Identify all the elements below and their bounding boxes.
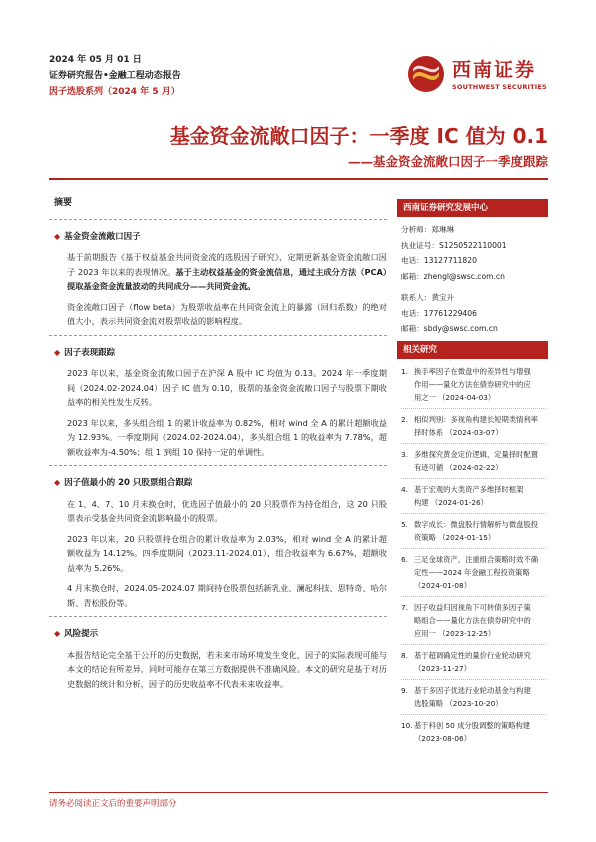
paragraph-text: 基于前期报告《基于权益基金共同资金流的选股因子研究》，定期更新基金资金流敞口因子 2023 年以来的表现情况。 (67, 252, 387, 277)
abstract-sections (49, 230, 387, 692)
related-item-line: 基于超调确定性的量价行业轮动研究 (414, 650, 531, 660)
related-research-list (397, 359, 548, 747)
related-item-line: 三足金球资产，注重组合策略时效不确 (414, 554, 539, 564)
related-item[interactable] (397, 448, 548, 476)
paragraph-text: 本报告结论完全基于公开的历史数据，若未来市场环境发生变化，因子的实际表现可能与本文的结论有所差异，同时可能存在第三方数据提供不准确风险。本文的研究是基于对历史数据的统计和分析，因子的历史收益率不代表未来收益率。 (67, 649, 387, 689)
related-item-text (414, 601, 531, 640)
related-separator (401, 596, 546, 597)
related-separator (401, 408, 546, 409)
related-item-text (414, 448, 538, 474)
paragraph (67, 300, 387, 329)
section-heading-text: 风险提示 (64, 629, 99, 639)
logo-text-en: SOUTHWEST SECURITIES (452, 83, 547, 91)
page-subtitle: ——基金资金流敞口因子一季度跟踪 (347, 154, 548, 169)
related-separator (401, 644, 546, 645)
related-item-line: 略组合——量化方法在债券研究中的 (414, 615, 531, 625)
related-item-line: （2023-11-27） (414, 663, 471, 673)
related-item-text (414, 684, 531, 710)
section-divider (49, 465, 387, 466)
related-item-line: 多维探究黄金定价逻辑，定量择时配置 (414, 449, 539, 459)
related-item-line: 数字成长：微盘股行情解析与微盘股投 (414, 519, 539, 529)
related-item-line: 构建 （2024-01-26） (414, 497, 488, 507)
sidebar (397, 199, 548, 747)
paragraph (67, 366, 387, 410)
related-item[interactable] (397, 518, 548, 546)
related-item-text (414, 483, 523, 509)
paragraph (67, 581, 387, 610)
analyst-name: 分析师：郑琳琳 (401, 225, 455, 234)
section-heading (54, 627, 387, 642)
related-item-number: 2. (401, 414, 408, 424)
related-item-number: 6. (401, 554, 408, 564)
related-item-line: 有迹可循 （2024-02-22） (414, 462, 503, 472)
related-item-line: 基于科创 50 成分股调整的策略构建 (414, 720, 531, 730)
related-item-line: 换手率因子在微盘中的差异性与增强 (414, 366, 531, 376)
section-heading (54, 230, 387, 245)
paragraph-text: 在 1、4、7、10 月末换仓时，优选因子值最小的 20 只股票作为持仓组合，这 20 只股票表示受基金共同资金流影响最小的股票。 (67, 498, 387, 523)
section-divider (49, 616, 387, 617)
logo-text-cn: 西南证券 (452, 59, 537, 81)
paragraph-text: 资金流敞口因子（flow beta）为股票收益率在共同资金流上的暴露（回归系数）的绝对值大小，表示共同资金流对股票收益的影响程度。 (67, 301, 387, 326)
section-heading (54, 346, 387, 361)
logo-mark-icon (406, 54, 446, 94)
related-item-number: 10. (401, 720, 413, 730)
paragraph-text: 2023 年以来，20 只股票持仓组合的累计收益率为 2.03%，相对 wind 全 A 的累计超额收益为 14.12%。四季度期间（2023.11-2024.01），组合收益率为 6.67%，超额收益率为 5.26%。 (67, 533, 387, 573)
related-item-line: 择时体系 （2024-03-07） (414, 427, 503, 437)
report-series: 因子选股系列（2024 年 5 月） (49, 87, 180, 97)
related-item-line: 作用——量化方法在债券研究中的应 (414, 379, 531, 389)
paragraph-text: 4 月末换仓时，2024.05-2024.07 期间持仓股票包括新乳业、澜起科技、思特奇、哈尔斯、青松股份等。 (67, 583, 387, 608)
related-item-line: 资策略 （2024-01-15） (414, 532, 496, 542)
related-item-line: 用之一 （2024-04-03） (414, 392, 496, 402)
paragraph (67, 648, 387, 692)
related-item[interactable] (397, 483, 548, 511)
related-item[interactable] (397, 365, 548, 406)
report-date: 2024 年 05 月 01 日 (49, 55, 142, 65)
company-logo (406, 52, 556, 98)
related-separator (401, 714, 546, 715)
related-item-text (414, 719, 530, 745)
related-item-line: 基于宏观的大类资产多维择时框架 (414, 484, 524, 494)
section-heading-text: 基金资金流敞口因子 (64, 231, 141, 242)
related-item-number: 8. (401, 650, 408, 660)
bullet-diamond-icon: ◆ (54, 629, 61, 638)
section-heading-text: 因子值最小的 20 只股票组合跟踪 (64, 478, 193, 488)
bold-text: 基于主动权益基金的资金流信息，通过主成分方法（PCA）提取基金资金流量波动的共同成分——共同资金流。 (67, 266, 388, 291)
bullet-diamond-icon: ◆ (54, 347, 61, 357)
related-item-number: 4. (401, 484, 408, 494)
related-item-line: （2023-08-06） (414, 733, 471, 743)
title-divider (49, 178, 548, 180)
related-item-line: 基于多因子优选行业轮动基金与构建 (414, 685, 531, 695)
bullet-diamond-icon: ◆ (54, 231, 61, 241)
related-item-text (414, 649, 531, 675)
related-separator (401, 679, 546, 680)
related-item[interactable] (397, 601, 548, 642)
contact-name: 联系人：黄宝升 (401, 293, 455, 302)
abstract-column (49, 190, 387, 697)
footer-divider (49, 792, 548, 793)
analyst-license: 执业证号：S1250522110001 (401, 240, 507, 250)
related-separator (401, 513, 546, 514)
related-item-number: 3. (401, 449, 408, 459)
related-item-text (414, 553, 538, 592)
related-item-text (414, 413, 538, 439)
paragraph (67, 416, 387, 460)
related-item[interactable] (397, 553, 548, 594)
analyst-email: 邮箱：zhengl@swsc.com.cn (401, 271, 505, 281)
page-title: 基金资金流敞口因子：一季度 IC 值为 0.1 (169, 124, 548, 148)
analyst-info (397, 217, 548, 341)
related-item-number: 7. (401, 602, 408, 612)
related-item[interactable] (397, 719, 548, 747)
related-item[interactable] (397, 413, 548, 441)
related-item-number: 5. (401, 519, 408, 529)
related-item-text (414, 365, 531, 404)
paragraph-text: 2023 年以来，基金资金流敞口因子在沪深 A 股中 IC 均值为 0.13。2024 年一季度期间（2024.02-2024.04）因子 IC 值为 0.10，股票的基金资金流敞口因子与股票下期收益率的相关性发生反转。 (67, 368, 387, 407)
related-separator (401, 548, 546, 549)
related-item[interactable] (397, 684, 548, 712)
footer-disclaimer: 请务必阅读正文后的重要声明部分 (49, 799, 177, 809)
report-header (49, 52, 181, 100)
related-item-line: 选股策略 （2023-10-20） (414, 698, 503, 708)
section-divider (49, 335, 387, 336)
paragraph (67, 497, 387, 526)
paragraph (67, 532, 387, 576)
abstract-divider (49, 219, 387, 220)
analyst-phone: 电话：13127711820 (401, 256, 477, 265)
related-item-number: 1. (401, 366, 408, 376)
team-heading: 西南证券研究发展中心 (397, 199, 548, 217)
paragraph-text: 2023 年以来，多头组合组 1 的累计收益率为 0.82%，相对 wind 全 A 的累计超额收益为 12.93%。一季度期间（2024.02-2024.04），多头组合组 1 的收益率为 7.78%，超额收益率为-4.50%；组 1 到组 10 保持一定的单调性。 (67, 417, 387, 457)
report-type: 证券研究报告•金融工程动态报告 (49, 71, 181, 81)
related-heading: 相关研究 (397, 341, 548, 359)
related-item-line: 因子收益归因视角下可转债多因子策 (414, 602, 531, 612)
related-item-line: 相似判别：多视角构建长短期类情利率 (414, 414, 539, 424)
abstract-heading: 摘要 (54, 198, 73, 208)
section-heading-text: 因子表现跟踪 (64, 347, 116, 358)
section-heading (54, 476, 387, 491)
related-item-line: 应用一 （2023-12-25） (414, 628, 496, 638)
related-item-line: （2024-01-08） (414, 580, 471, 590)
contact-phone: 电话：17761229406 (401, 308, 477, 318)
bullet-diamond-icon: ◆ (54, 478, 61, 487)
contact-email: 邮箱：sbdy@swsc.com.cn (401, 324, 498, 333)
related-item-number: 9. (401, 685, 408, 695)
paragraph (67, 250, 387, 294)
related-item[interactable] (397, 649, 548, 677)
related-item-text (414, 518, 538, 544)
related-separator (401, 443, 546, 444)
related-separator (401, 478, 546, 479)
related-item-line: 定性——2024 年金融工程投资策略 (414, 567, 530, 577)
